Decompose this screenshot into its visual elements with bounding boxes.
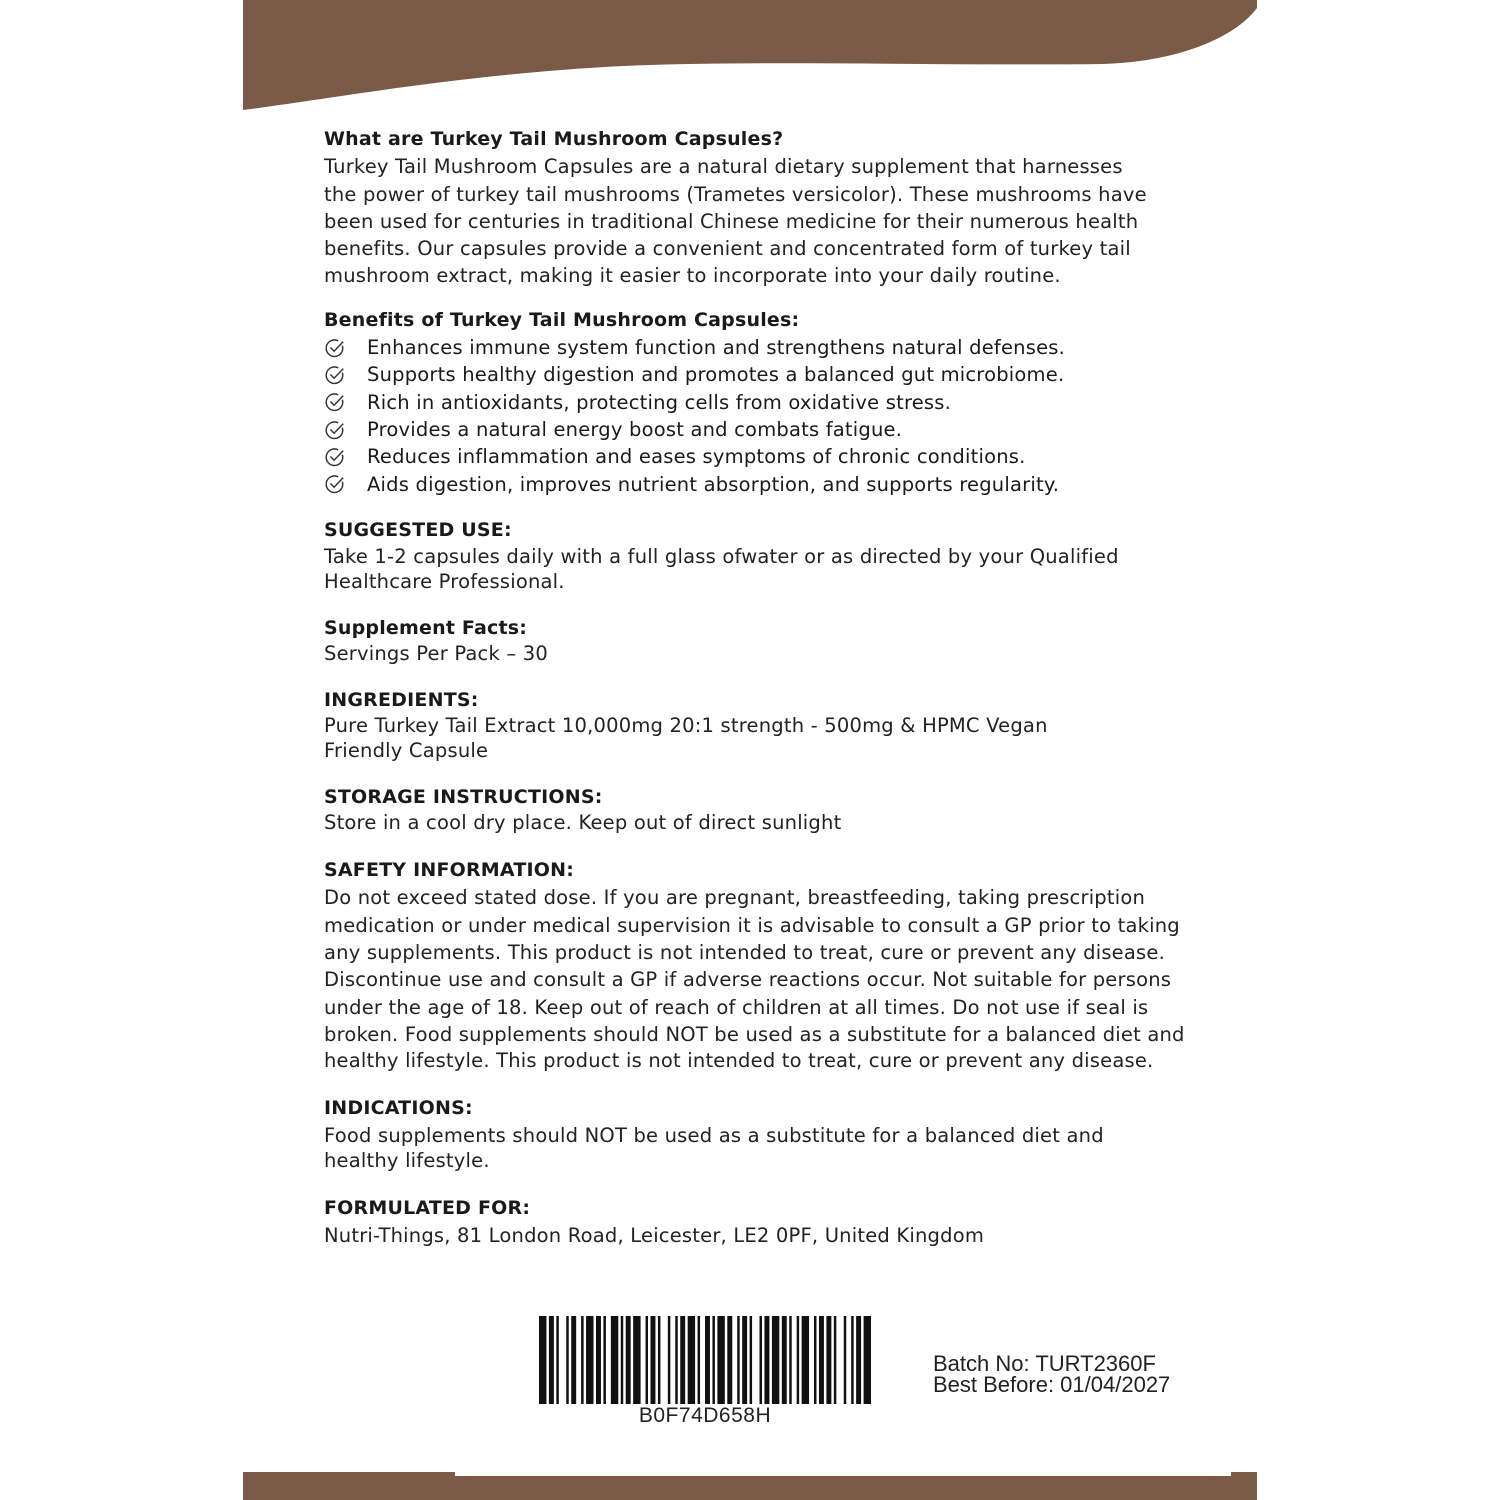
- benefit-text: Aids digestion, improves nutrient absorption, and supports regularity.: [367, 472, 1060, 496]
- barcode-bar: [717, 1316, 724, 1404]
- barcode-bar: [742, 1316, 747, 1404]
- barcode-bar: [621, 1316, 623, 1404]
- benefit-text: Provides a natural energy boost and combats fatigue.: [367, 417, 903, 441]
- barcode-number: B0F74D658H: [638, 1404, 772, 1427]
- barcode-bar: [581, 1316, 583, 1404]
- safety-line: medication or under medical supervision it is advisable to consult a GP prior to taking: [324, 913, 1180, 937]
- barcode-bars: [539, 1316, 871, 1404]
- benefit-text: Reduces inflammation and eases symptoms of chronic conditions.: [367, 445, 1026, 469]
- indications-line: Food supplements should NOT be used as a substitute for a balanced diet and: [324, 1123, 1104, 1147]
- storage-line: Store in a cool dry place. Keep out of direct sunlight: [324, 811, 842, 835]
- list-item: [324, 443, 1224, 470]
- barcode-bar: [675, 1316, 677, 1404]
- barcode-bar: [764, 1316, 769, 1404]
- barcode-bar: [596, 1316, 601, 1404]
- intro-line: benefits. Our capsules provide a convenient and concentrated form of turkey tail: [324, 237, 1131, 261]
- barcode-bar: [688, 1316, 695, 1404]
- barcode-bar: [782, 1316, 787, 1404]
- safety-line: healthy lifestyle. This product is not intended to treat, cure or prevent any disease.: [324, 1049, 1154, 1073]
- address-line: Nutri-Things, 81 London Road, Leicester, LE2 0PF, United Kingdom: [324, 1223, 985, 1247]
- barcode-bar: [646, 1316, 648, 1404]
- storage-section: [324, 785, 1224, 835]
- batch-number: Batch No: TURT2360F: [933, 1351, 1156, 1376]
- list-item: [324, 334, 1224, 361]
- benefit-text: Enhances immune system function and strengthens natural defenses.: [367, 336, 1066, 360]
- top-wave-banner: [243, 0, 1257, 115]
- list-item: [324, 361, 1224, 388]
- barcode-bar: [650, 1316, 655, 1404]
- servings-line: Servings Per Pack – 30: [324, 642, 548, 666]
- ingredients-line: Pure Turkey Tail Extract 10,000mg 20:1 strength - 500mg & HPMC Vegan: [324, 714, 1048, 738]
- formulated-for-section: [324, 1195, 1224, 1250]
- barcode-bar: [864, 1316, 871, 1404]
- safety-line: under the age of 18. Keep out of reach of children at all times. Do not use if seal is: [324, 995, 1149, 1019]
- safety-heading: SAFETY INFORMATION:: [324, 859, 575, 882]
- barcode-bar: [727, 1316, 732, 1404]
- label-content: [324, 126, 1224, 1249]
- barcode-bar: [819, 1316, 824, 1404]
- label-panel: [243, 0, 1257, 1500]
- barcode-bar: [712, 1316, 714, 1404]
- barcode-bar: [603, 1316, 605, 1404]
- check-circle-icon: [324, 391, 346, 413]
- storage-heading: STORAGE INSTRUCTIONS:: [324, 786, 603, 809]
- indications-section: [324, 1095, 1224, 1172]
- barcode-bar: [826, 1316, 831, 1404]
- barcode-bar: [760, 1316, 762, 1404]
- indications-line: healthy lifestyle.: [324, 1148, 490, 1172]
- supplement-facts-heading: Supplement Facts:: [324, 617, 528, 640]
- ingredients-line: Friendly Capsule: [324, 739, 489, 763]
- barcode-bar: [668, 1316, 670, 1404]
- bottom-banner: [243, 1472, 1257, 1500]
- check-circle-icon: [324, 446, 346, 468]
- ingredients-section: [324, 688, 1224, 763]
- barcode-bar: [633, 1316, 640, 1404]
- suggested-use-line: Take 1-2 capsules daily with a full glass ofwater or as directed by your Qualified: [324, 545, 1119, 569]
- barcode-bar: [750, 1316, 752, 1404]
- barcode-bar: [626, 1316, 631, 1404]
- barcode-bar: [658, 1316, 660, 1404]
- indications-heading: INDICATIONS:: [324, 1097, 473, 1120]
- barcode-bar: [549, 1316, 554, 1404]
- barcode-bar: [844, 1316, 846, 1404]
- barcode-bar: [566, 1316, 568, 1404]
- barcode-bar: [556, 1316, 558, 1404]
- intro-line: been used for centuries in traditional Chinese medicine for their numerous health: [324, 209, 1139, 233]
- check-circle-icon: [324, 473, 346, 495]
- barcode-bar: [680, 1316, 685, 1404]
- benefits-list: [324, 334, 1224, 498]
- best-before-date: Best Before: 01/04/2027: [933, 1372, 1171, 1397]
- barcode-bar: [772, 1316, 779, 1404]
- suggested-use-section: [324, 517, 1224, 594]
- barcode-bar: [797, 1316, 799, 1404]
- suggested-use-line: Healthcare Professional.: [324, 570, 565, 594]
- barcode-bar: [802, 1316, 809, 1404]
- barcode-bar: [611, 1316, 618, 1404]
- barcode-bar: [571, 1316, 576, 1404]
- barcode-bar: [789, 1316, 791, 1404]
- batch-info: [933, 1353, 1170, 1395]
- check-circle-icon: [324, 364, 346, 386]
- benefits-section: [324, 307, 1224, 498]
- safety-line: Discontinue use and consult a GP if adverse reactions occur. Not suitable for persons: [324, 968, 1172, 992]
- barcode-bar: [586, 1316, 593, 1404]
- barcode-bar: [698, 1316, 700, 1404]
- barcode-bar: [856, 1316, 861, 1404]
- barcode-bar: [737, 1316, 739, 1404]
- supplement-facts-section: [324, 616, 1224, 666]
- list-item: [324, 416, 1224, 443]
- barcode: [539, 1316, 871, 1434]
- intro-line: the power of turkey tail mushrooms (Trametes versicolor). These mushrooms have: [324, 182, 1147, 206]
- suggested-use-heading: SUGGESTED USE:: [324, 518, 512, 541]
- intro-line: Turkey Tail Mushroom Capsules are a natural dietary supplement that harnesses: [324, 155, 1123, 179]
- check-circle-icon: [324, 337, 346, 359]
- intro-heading: What are Turkey Tail Mushroom Capsules?: [324, 128, 784, 150]
- ingredients-heading: INGREDIENTS:: [324, 689, 479, 712]
- benefit-text: Supports healthy digestion and promotes a balanced gut microbiome.: [367, 363, 1065, 387]
- barcode-bar: [814, 1316, 816, 1404]
- check-circle-icon: [324, 419, 346, 441]
- barcode-bar: [834, 1316, 836, 1404]
- intro-line: mushroom extract, making it easier to incorporate into your daily routine.: [324, 264, 1061, 288]
- barcode-bar: [539, 1316, 546, 1404]
- safety-line: Do not exceed stated dose. If you are pregnant, breastfeeding, taking prescription: [324, 886, 1146, 910]
- benefits-heading: Benefits of Turkey Tail Mushroom Capsules:: [324, 308, 800, 331]
- benefit-text: Rich in antioxidants, protecting cells from oxidative stress.: [367, 390, 952, 414]
- barcode-bar: [851, 1316, 853, 1404]
- list-item: [324, 389, 1224, 416]
- list-item: [324, 471, 1224, 498]
- safety-line: any supplements. This product is not intended to treat, cure or prevent any disease.: [324, 941, 1165, 965]
- formulated-for-heading: FORMULATED FOR:: [324, 1196, 531, 1219]
- intro-section: [324, 126, 1224, 290]
- safety-section: [324, 857, 1224, 1073]
- safety-line: broken. Food supplements should NOT be used as a substitute for a balanced diet and: [324, 1022, 1185, 1046]
- barcode-bar: [705, 1316, 710, 1404]
